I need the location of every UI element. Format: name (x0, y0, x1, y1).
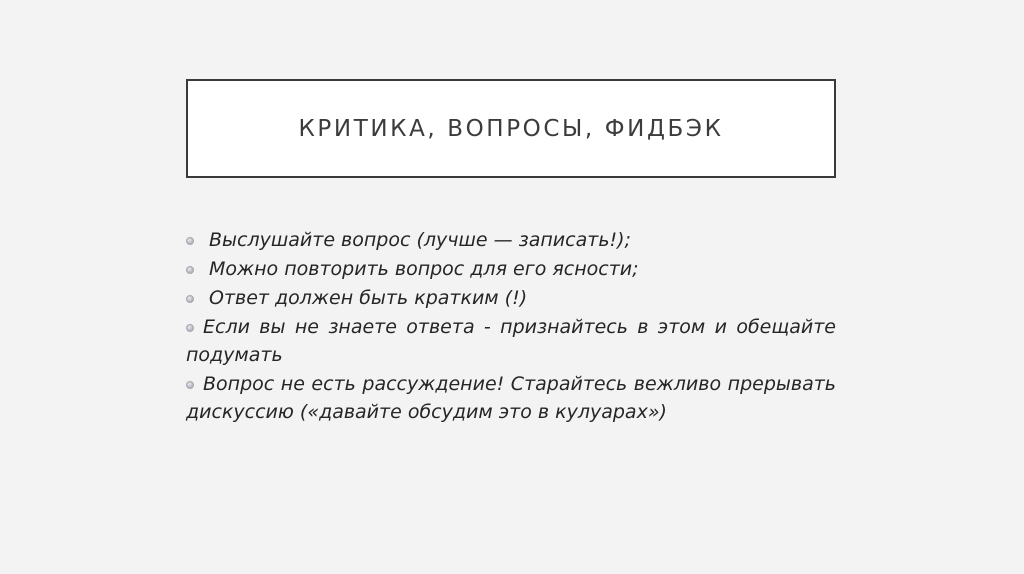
bullet-dot-icon (186, 381, 194, 389)
list-item (186, 284, 836, 312)
bullet-dot-icon (186, 324, 194, 332)
list-item (186, 255, 836, 283)
bullet-text: Если вы не знаете ответа - признайтесь в этом и обещайте подумать (186, 316, 836, 366)
bullet-text: Вопрос не есть рассуждение! Старайтесь вежливо прерывать дискуссию («давайте обсудим это в кулуарах») (186, 373, 836, 423)
title-box (186, 79, 836, 178)
list-item (186, 370, 836, 426)
list-item (186, 226, 836, 254)
bullet-dot-icon (186, 266, 194, 274)
slide-title: КРИТИКА, ВОПРОСЫ, ФИДБЭК (298, 115, 724, 142)
bullet-list (186, 226, 836, 427)
bullet-dot-icon (186, 237, 194, 245)
bullet-dot-icon (186, 295, 194, 303)
bullet-text: Выслушайте вопрос (лучше — записать!); (209, 229, 631, 251)
bullet-text: Можно повторить вопрос для его ясности; (209, 258, 639, 280)
bullet-text: Ответ должен быть кратким (!) (209, 287, 528, 309)
list-item (186, 313, 836, 369)
